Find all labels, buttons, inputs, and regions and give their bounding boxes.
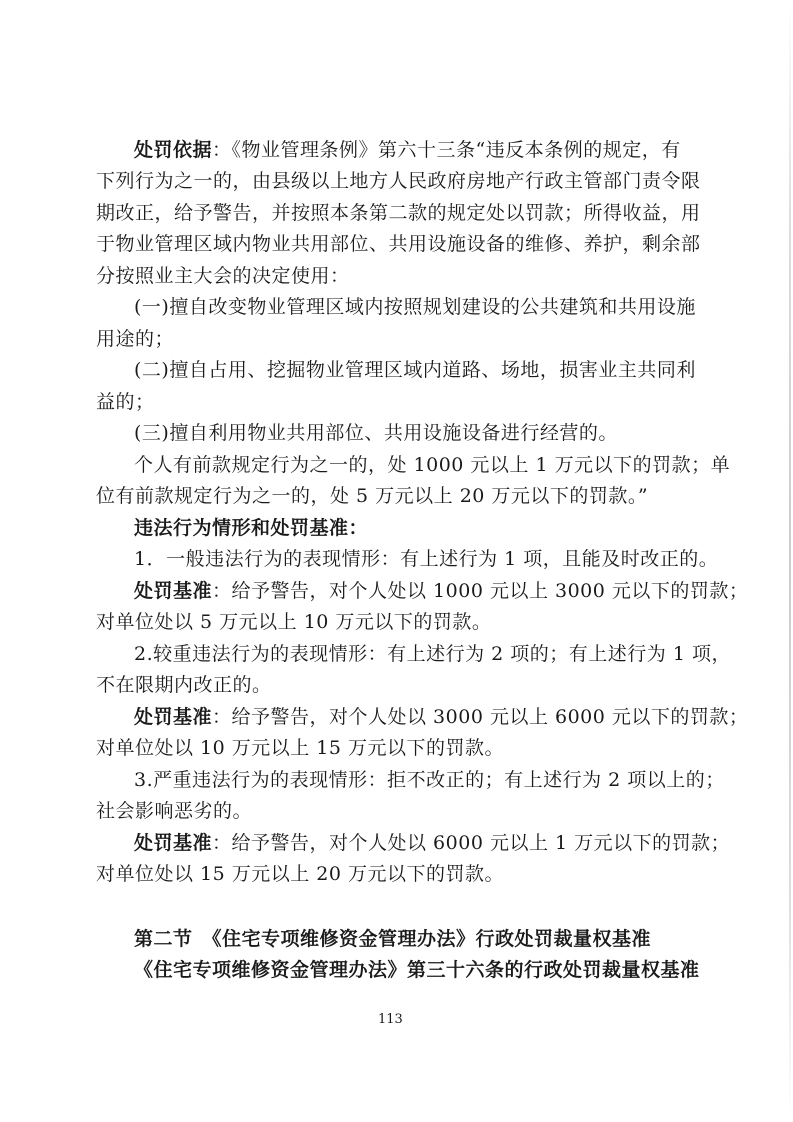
- violation-heading: 违法行为情形和处罚基准：: [134, 517, 369, 539]
- paragraph-line: 处罚基准：给予警告，对个人处以 3000 元以上 6000 元以下的罚款；: [134, 706, 749, 728]
- paragraph-line: (三)擅自利用物业共用部位、共用设施设备进行经营的。: [134, 422, 618, 444]
- paragraph-line: 分按照业主大会的决定使用：: [96, 265, 350, 287]
- paragraph-line: (二)擅自占用、挖掘物业管理区域内道路、场地，损害业主共同利: [134, 359, 696, 381]
- penalty-standard-label: 处罚基准: [134, 706, 213, 728]
- subsection-title: 《住宅专项维修资金管理办法》第三十六条的行政处罚裁量权基准: [134, 959, 700, 981]
- paragraph-line: 个人有前款规定行为之一的，处 1000 元以上 1 万元以下的罚款；单: [134, 454, 731, 476]
- scan-edge: [789, 0, 791, 1122]
- paragraph-line: 对单位处以 10 万元以上 15 万元以下的罚款。: [96, 737, 505, 759]
- paragraph-line: 期改正，给予警告，并按照本条第二款的规定处以罚款；所得收益，用: [96, 202, 701, 224]
- paragraph-line: 社会影响恶劣的。: [96, 800, 253, 822]
- paragraph-line: 位有前款规定行为之一的，处 5 万元以上 20 万元以下的罚款。”: [96, 485, 649, 507]
- paragraph-line: 对单位处以 5 万元以上 10 万元以下的罚款。: [96, 611, 492, 633]
- paragraph-line: 不在限期内改正的。: [96, 674, 272, 696]
- paragraph-line: 益的；: [96, 391, 155, 413]
- paragraph-line: 用途的；: [96, 328, 175, 350]
- paragraph-line: 于物业管理区域内物业共用部位、共用设施设备的维修、养护，剩余部: [96, 233, 701, 255]
- paragraph-line: 1．一般违法行为的表现情形：有上述行为 1 项，且能及时改正的。: [134, 548, 719, 570]
- penalty-standard-label: 处罚基准: [134, 580, 213, 602]
- penalty-basis-label: 处罚依据: [134, 139, 213, 161]
- section-title: 第二节 《住宅专项维修资金管理办法》行政处罚裁量权基准: [134, 928, 652, 950]
- penalty-standard-label: 处罚基准: [134, 832, 213, 854]
- paragraph-line: 对单位处以 15 万元以上 20 万元以下的罚款。: [96, 863, 505, 885]
- paragraph-line: 处罚基准：给予警告，对个人处以 6000 元以上 1 万元以下的罚款；: [134, 832, 731, 854]
- paragraph-line: 2.较重违法行为的表现情形：有上述行为 2 项的；有上述行为 1 项，: [134, 643, 731, 665]
- paragraph-line: 处罚基准：给予警告，对个人处以 1000 元以上 3000 元以下的罚款；: [134, 580, 749, 602]
- paragraph-line: 处罚依据：《物业管理条例》第六十三条“违反本条例的规定，有: [134, 139, 681, 161]
- paragraph-line: (一)擅自改变物业管理区域内按照规划建设的公共建筑和共用设施: [134, 296, 696, 318]
- page-number: 113: [378, 1012, 403, 1027]
- paragraph-line: 3.严重违法行为的表现情形：拒不改正的；有上述行为 2 项以上的；: [134, 769, 725, 791]
- paragraph-line: 下列行为之一的，由县级以上地方人民政府房地产行政主管部门责令限: [96, 170, 701, 192]
